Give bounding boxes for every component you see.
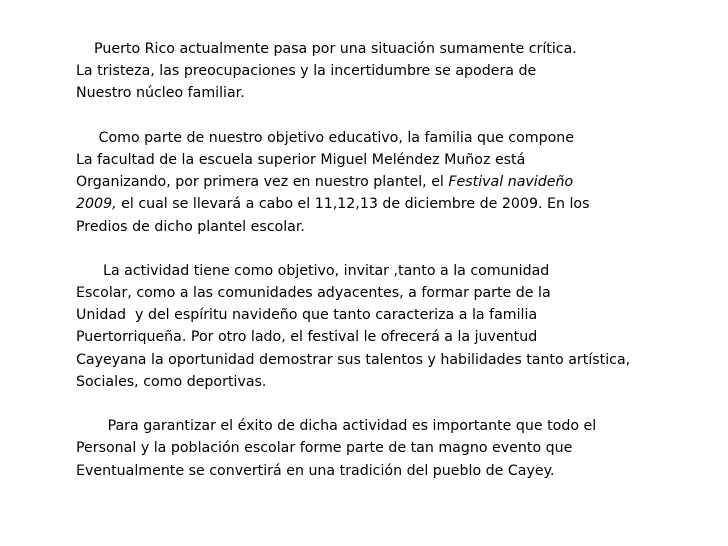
paragraph-line: Personal y la población escolar forme parte de tan magno evento que: [76, 440, 573, 457]
text-run: el cual se llevará a cabo el 11,12,13 de diciembre de 2009. En los: [116, 196, 590, 213]
paragraph-line: Unidad y del espíritu navideño que tanto caracteriza a la familia: [76, 307, 538, 324]
paragraph-line: Eventualmente se convertirá en una tradición del pueblo de Cayey.: [76, 462, 555, 479]
paragraph-line: Como parte de nuestro objetivo educativo, la familia que compone: [76, 129, 574, 146]
paragraph-line: Nuestro núcleo familiar.: [76, 85, 245, 102]
festival-name-italic: Festival navideño: [448, 174, 574, 191]
paragraph-line: Predios de dicho plantel escolar.: [76, 218, 305, 235]
paragraph-line: La facultad de la escuela superior Miguel Meléndez Muñoz está: [76, 151, 526, 168]
paragraph-line: Puertorriqueña. Por otro lado, el festival le ofrecerá a la juventud: [76, 329, 538, 346]
paragraph-line: Sociales, como deportivas.: [76, 373, 267, 390]
paragraph-line: [76, 193, 716, 215]
paragraph-line: Para garantizar el éxito de dicha actividad es importante que todo el: [76, 418, 597, 435]
paragraph-3: [76, 260, 716, 393]
paragraph-line: Cayeyana la oportunidad demostrar sus talentos y habilidades tanto artística,: [76, 351, 631, 368]
paragraph-line: Escolar, como a las comunidades adyacentes, a formar parte de la: [76, 285, 551, 302]
festival-year-italic: 2009,: [76, 196, 117, 213]
paragraph-spacer: [76, 238, 716, 260]
paragraph-line: La actividad tiene como objetivo, invitar ,tanto a la comunidad: [76, 262, 550, 279]
paragraph-2: [76, 127, 716, 238]
text-run: Organizando, por primera vez en nuestro plantel, el: [76, 174, 449, 191]
document-body: [76, 38, 716, 482]
paragraph-line: La tristeza, las preocupaciones y la incertidumbre se apodera de: [76, 63, 537, 80]
paragraph-line: Puerto Rico actualmente pasa por una situación sumamente crítica.: [76, 41, 577, 57]
paragraph-spacer: [76, 393, 716, 415]
paragraph-4: [76, 415, 716, 482]
paragraph-line: [76, 171, 716, 193]
paragraph-1: [76, 38, 716, 105]
paragraph-spacer: [76, 105, 716, 127]
